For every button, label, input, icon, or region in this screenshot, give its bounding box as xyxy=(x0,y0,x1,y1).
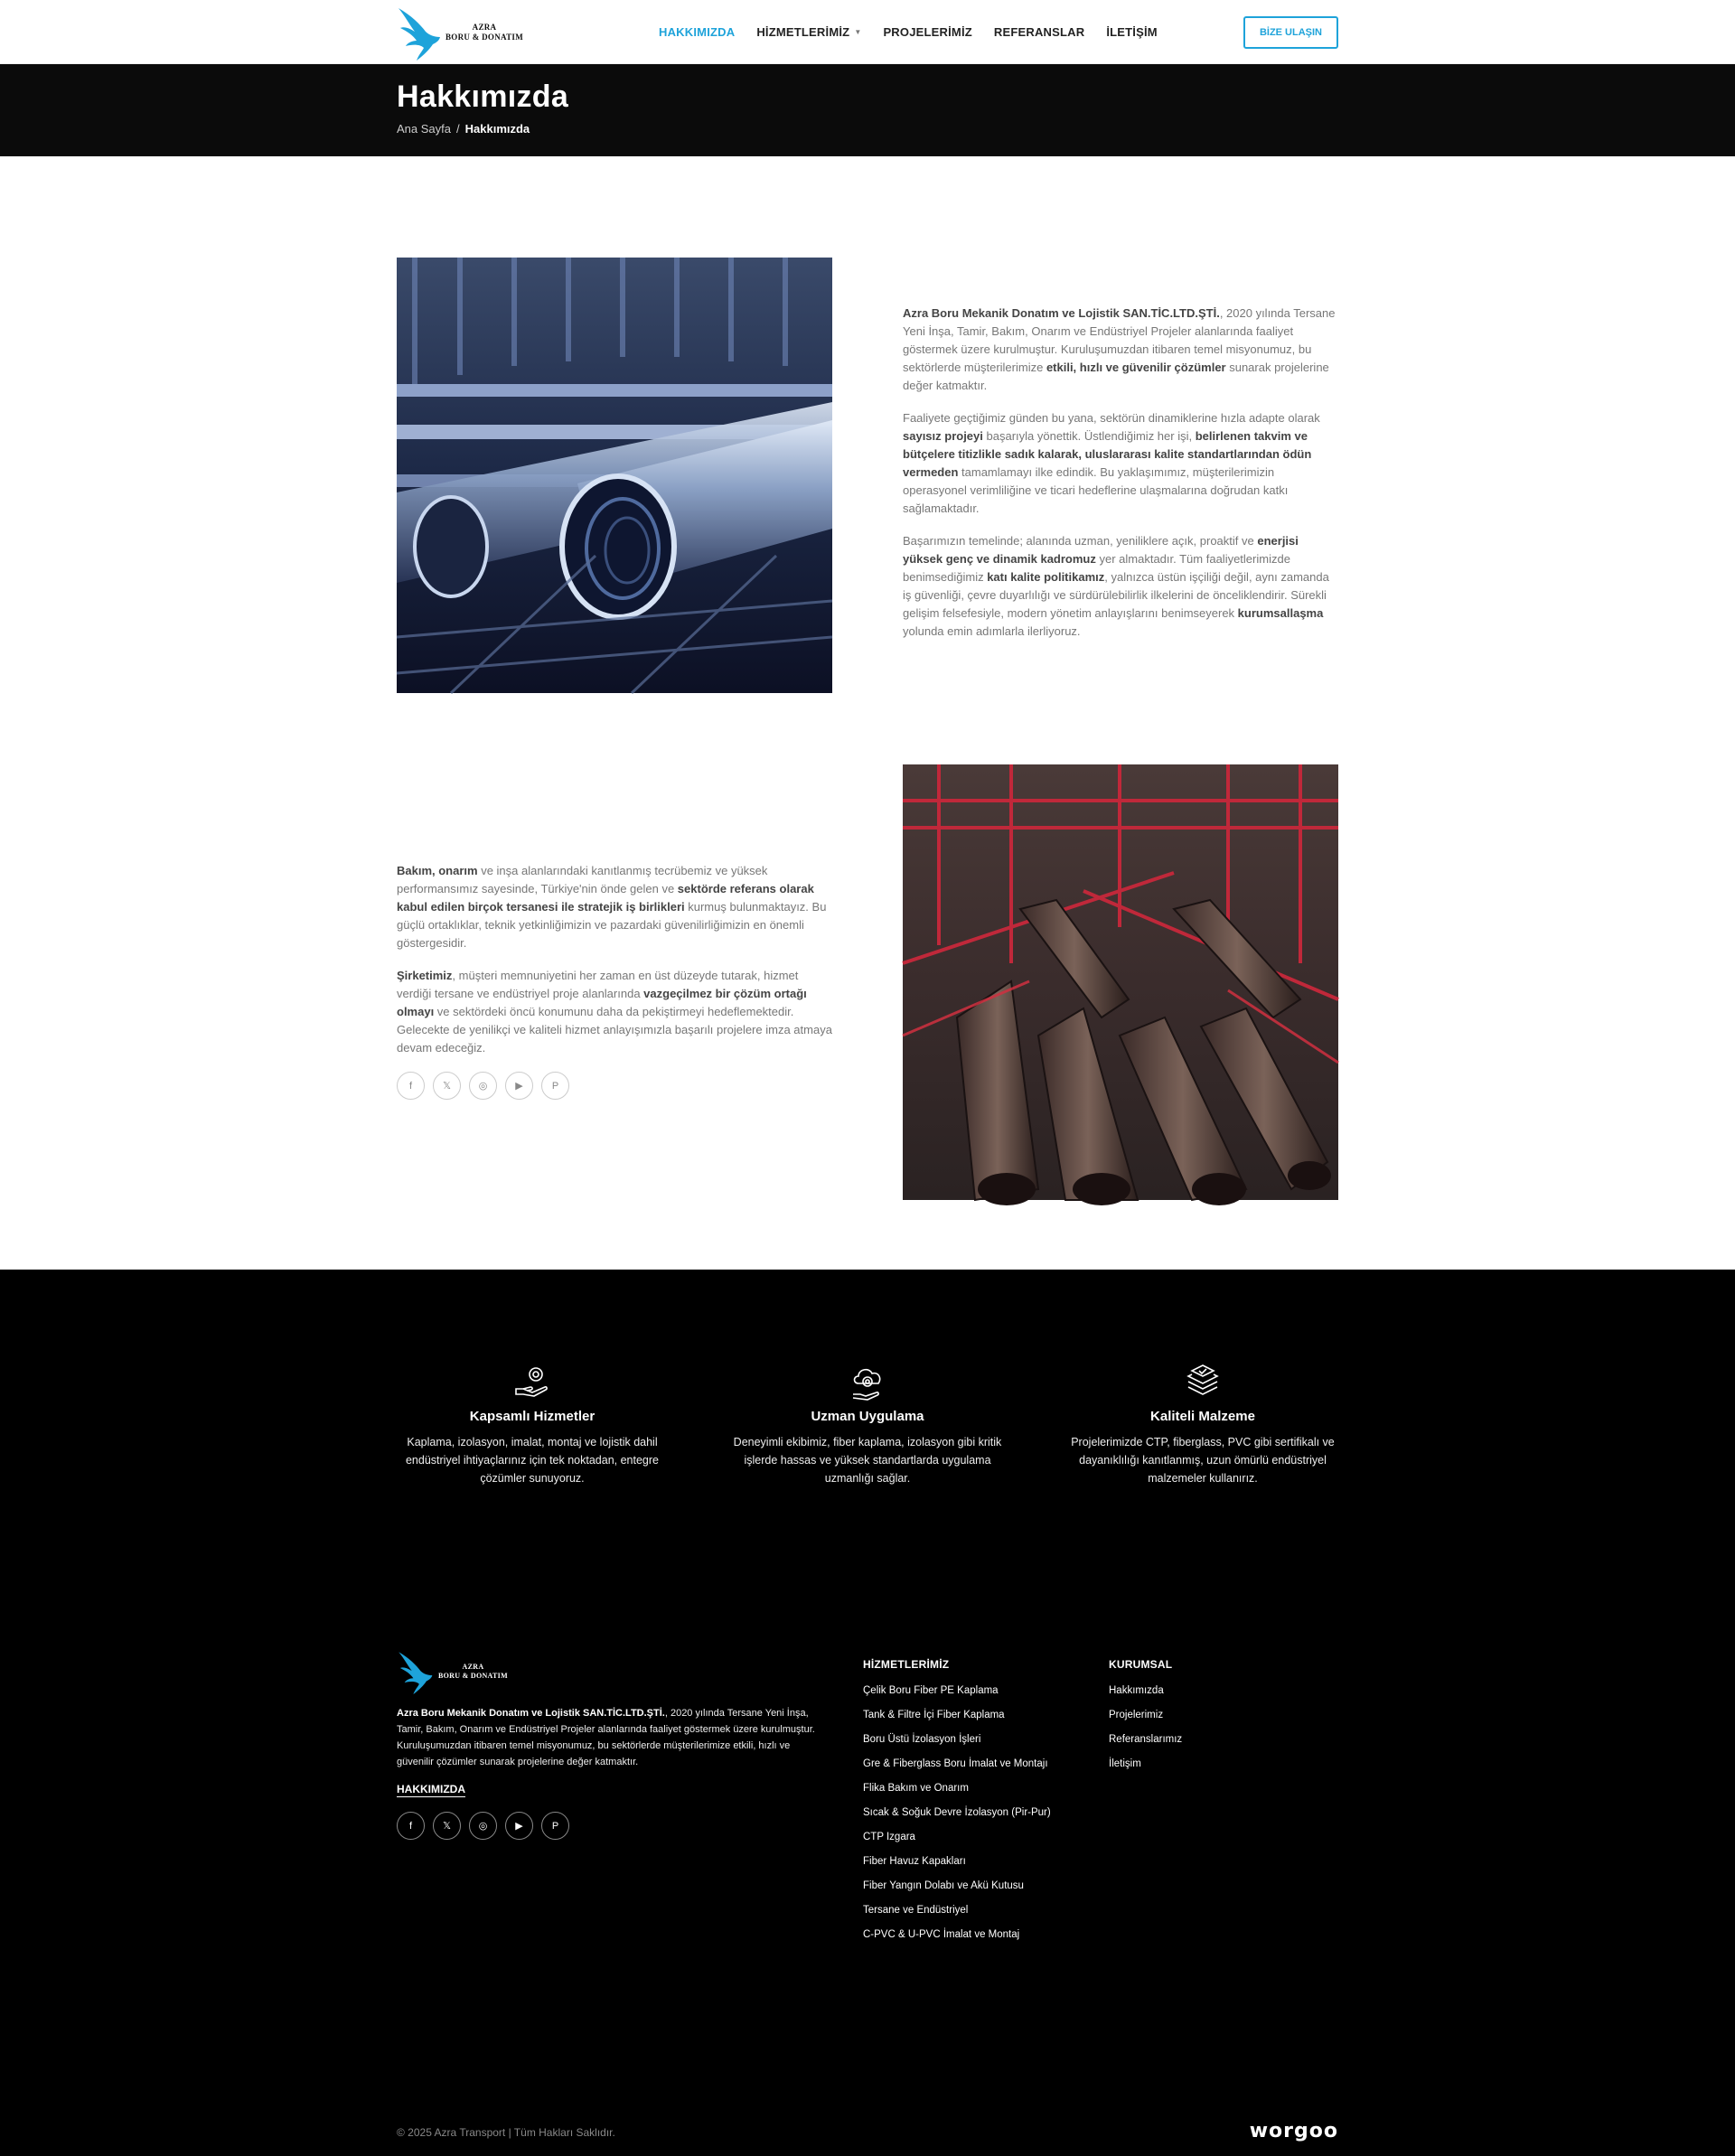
footer-corporate-link[interactable]: Referanslarımız xyxy=(1109,1734,1183,1745)
x-icon[interactable]: 𝕏 xyxy=(433,1072,461,1100)
footer-service-link[interactable]: CTP Izgara xyxy=(863,1832,915,1842)
about-paragraph-1 xyxy=(903,305,1338,395)
footer-logo-line-2: BORU & DONATIM xyxy=(438,1672,508,1680)
footer-services-heading: HİZMETLERİMİZ xyxy=(863,1658,950,1671)
about-p3-bold-2: katı kalite politikamız xyxy=(987,570,1105,584)
instagram-icon[interactable]: ◎ xyxy=(469,1072,497,1100)
logo-text xyxy=(445,23,523,42)
footer-service-link[interactable]: Tersane ve Endüstriyel xyxy=(863,1905,969,1916)
cloud-gear-icon xyxy=(848,1362,887,1401)
about-section xyxy=(0,156,1735,1270)
site-header xyxy=(0,0,1735,64)
footer-services-column xyxy=(863,1649,1109,1952)
about-paragraph-3 xyxy=(903,532,1338,641)
footer-service-link[interactable]: C-PVC & U-PVC İmalat ve Montaj xyxy=(863,1929,1020,1940)
footer-service-link[interactable]: Fiber Yangın Dolabı ve Akü Kutusu xyxy=(863,1880,1024,1891)
about-p3-text-2: yer almaktadır. Tüm faaliyetlerimizde benimsediğimiz xyxy=(903,552,1290,584)
pinterest-icon[interactable]: P xyxy=(541,1072,569,1100)
about-p2-text-2: başarıyla yönettik. Üstlendiğimiz her işi, xyxy=(982,429,1196,443)
chevron-down-icon: ▼ xyxy=(854,28,862,36)
nav-references-label: REFERANSLAR xyxy=(993,25,1085,39)
footer-company-name: Azra Boru Mekanik Donatım ve Lojistik SAN.TİC.LTD.ŞTİ. xyxy=(397,1708,665,1719)
about-p2-bold-2: belirlenen takvim ve bütçelere titizlikle sadık kalarak, uluslararası kalite standartlarından ödün vermeden xyxy=(903,429,1312,479)
footer-about-text xyxy=(397,1705,820,1770)
feature-card xyxy=(1067,1362,1338,1487)
footer-about-link[interactable]: HAKKIMIZDA xyxy=(397,1783,465,1795)
footer-logo-line-1: AZRA xyxy=(462,1663,484,1671)
footer-service-link[interactable]: Flika Bakım ve Onarım xyxy=(863,1783,969,1794)
about-p4-text-2: kurmuş bulunmaktayız. Bu güçlü ortaklıklar, teknik yetkinliğimizin ve pazardaki güvenilirliğimizin en önemli göstergesidir. xyxy=(397,900,827,950)
footer-about-column xyxy=(397,1649,863,1952)
footer-logo-text xyxy=(438,1663,508,1681)
feature-text: Deneyimli ekibimiz, fiber kaplama, izolasyon gibi kritik işlerde hassas ve yüksek standartlarda uygulama uzmanlığı sağlar. xyxy=(733,1436,1002,1485)
about-p4-text-1: ve inşa alanlarındaki kanıtlanmış tecrübemiz ve yüksek performansımız sayesinde, Türkiye'nin önde gelen ve xyxy=(397,864,768,895)
about-p5-text-2: ve sektördeki öncü konumunu daha da pekiştirmeyi hedeflemektedir. Gelecekte de yenilikçi ve kaliteli hizmet anlayışımızla başarılı projelere imza atmaya devam edeceğiz. xyxy=(397,1005,832,1055)
about-p4-bold-1: Bakım, onarım xyxy=(397,864,478,877)
features-section xyxy=(0,1270,1735,1629)
nav-about[interactable] xyxy=(659,25,735,39)
about-paragraph-5 xyxy=(397,967,832,1057)
about-p5-bold-2: vazgeçilmez bir çözüm ortağı olmayı xyxy=(397,987,807,1018)
about-p3-bold-1: enerjisi yüksek genç ve dinamik kadromuz xyxy=(903,534,1299,566)
about-p3-bold-3: kurumsallaşma xyxy=(1237,606,1324,620)
agency-logo[interactable]: worgoo xyxy=(1249,2120,1338,2142)
layers-badge-icon xyxy=(1183,1362,1223,1401)
footer-corporate-list xyxy=(1109,1683,1290,1772)
footer-logo[interactable] xyxy=(397,1649,863,1694)
feature-title: Kapsamlı Hizmetler xyxy=(469,1409,596,1424)
page-title: Hakkımızda xyxy=(397,80,569,114)
social-links xyxy=(397,1072,832,1100)
about-paragraph-4 xyxy=(397,862,832,952)
x-icon[interactable]: 𝕏 xyxy=(433,1812,461,1840)
feature-title: Uzman Uygulama xyxy=(811,1409,924,1424)
about-p3-text-4: yolunda emin adımlarla ilerliyoruz. xyxy=(903,624,1081,638)
bird-logo-icon xyxy=(397,5,440,61)
footer-service-link[interactable]: Boru Üstü İzolasyon İşleri xyxy=(863,1734,981,1745)
copyright-text: © 2025 Azra Transport | Tüm Hakları Saklıdır. xyxy=(397,2126,615,2139)
footer-service-link[interactable]: Fiber Havuz Kapakları xyxy=(863,1856,966,1867)
contact-us-button[interactable]: BİZE ULAŞIN xyxy=(1243,16,1338,49)
logo-line-2: BORU & DONATIM xyxy=(445,32,524,42)
footer-service-link[interactable]: Çelik Boru Fiber PE Kaplama xyxy=(863,1685,999,1696)
about-p4-bold-2: sektörde referans olarak kabul edilen birçok tersanesi ile stratejik iş birlikleri xyxy=(397,882,814,914)
nav-projects[interactable] xyxy=(883,25,971,39)
about-paragraph-2 xyxy=(903,409,1338,518)
nav-services-label: HİZMETLERİMİZ xyxy=(756,25,850,39)
main-nav xyxy=(659,25,1179,39)
steel-pipes-illustration xyxy=(397,258,832,693)
steel-pipes-image xyxy=(397,258,832,693)
about-p3-text-3: , yalnızca üstün işçiliği değil, aynı zamanda iş güvenliği, çevre duyarlılığı ve sürdürülebilirlik ilkelerini de önceliklendirir. Sürekli gelişim felsefesiyle, modern yönetim anlayışlarını benimseyerek xyxy=(903,570,1329,620)
about-p2-text-1: Faaliyete geçtiğimiz günden bu yana, sektörün dinamiklerine hızla adapte olarak xyxy=(903,411,1320,425)
footer-corporate-link[interactable]: İletişim xyxy=(1109,1758,1141,1769)
nav-contact-label: İLETİŞİM xyxy=(1106,25,1158,39)
nav-services[interactable] xyxy=(756,25,861,39)
nav-about-label: HAKKIMIZDA xyxy=(659,25,736,39)
pipe-factory-illustration xyxy=(903,764,1338,1200)
instagram-icon[interactable]: ◎ xyxy=(469,1812,497,1840)
footer-about-body: , 2020 yılında Tersane Yeni İnşa, Tamir, Bakım, Onarım ve Endüstriyel Projeler alanlarında faaliyet göstermek üzere kurulmuştur. Kuruluşumuzdan itibaren temel misyonumuz, bu sektörlerde müşterilerimize etkili, hızlı ve güvenilir çözümler sunarak projelerine değer katmaktır. xyxy=(397,1708,815,1767)
about-text-2 xyxy=(397,764,832,1200)
about-p1-bold-2: etkili, hızlı ve güvenilir çözümler xyxy=(1046,361,1226,374)
about-p2-text-3: tamamlamayı ilke edindik. Bu yaklaşımımız, müşterilerimizin operasyonel verimliliğine ve ticari hedeflerine ulaşmalarına doğrudan katkı sağlamaktadır. xyxy=(903,465,1289,515)
about-p1-text-1: , 2020 yılında Tersane Yeni İnşa, Tamir, Bakım, Onarım ve Endüstriyel Projeler alanlarında faaliyet göstermek üzere kurulmuştur. Kuruluşumuzdan itibaren temel misyonumuz, bu sektörlerde müşterilerimize xyxy=(903,306,1336,374)
breadcrumb xyxy=(397,122,1338,136)
facebook-icon[interactable]: f xyxy=(397,1812,425,1840)
footer-corporate-heading: KURUMSAL xyxy=(1109,1658,1173,1671)
facebook-icon[interactable]: f xyxy=(397,1072,425,1100)
footer-service-link[interactable]: Tank & Filtre İçi Fiber Kaplama xyxy=(863,1710,1005,1720)
nav-references[interactable] xyxy=(994,25,1084,39)
youtube-icon[interactable]: ▶ xyxy=(505,1812,533,1840)
bird-logo-icon xyxy=(397,1649,433,1694)
feature-text: Kaplama, izolasyon, imalat, montaj ve lojistik dahil endüstriyel ihtiyaçlarınız için tek noktadan, entegre çözümler sunuyoruz. xyxy=(405,1436,660,1485)
feature-text: Projelerimizde CTP, fiberglass, PVC gibi sertifikalı ve dayanıklılığı kanıtlanmış, uzun ömürlü endüstriyel malzemeler kullanırız. xyxy=(1071,1436,1335,1485)
nav-contact[interactable] xyxy=(1106,25,1158,39)
footer-corporate-link[interactable]: Projelerimiz xyxy=(1109,1710,1164,1720)
breadcrumb-current: Hakkımızda xyxy=(464,122,530,136)
company-name: Azra Boru Mekanik Donatım ve Lojistik SAN.TİC.LTD.ŞTİ. xyxy=(903,306,1220,320)
about-p3-text-1: Başarımızın temelinde; alanında uzman, yeniliklere açık, proaktif ve xyxy=(903,534,1258,548)
about-p5-bold-1: Şirketimiz xyxy=(397,969,453,982)
hand-gear-icon xyxy=(512,1362,552,1401)
breadcrumb-separator: / xyxy=(456,122,460,136)
footer-service-link[interactable]: Sıcak & Soğuk Devre İzolasyon (Pir-Pur) xyxy=(863,1807,1051,1818)
breadcrumb-home[interactable]: Ana Sayfa xyxy=(397,122,451,136)
pinterest-icon[interactable]: P xyxy=(541,1812,569,1840)
footer-services-list xyxy=(863,1683,1109,1943)
feature-card xyxy=(732,1362,1003,1487)
page-title-bar xyxy=(0,64,1735,156)
feature-card xyxy=(397,1362,668,1487)
footer-social-links xyxy=(397,1812,863,1840)
footer-corporate-link[interactable]: Hakkımızda xyxy=(1109,1685,1164,1696)
site-logo[interactable] xyxy=(397,5,577,61)
footer-corporate-column xyxy=(1109,1649,1290,1952)
about-p2-bold-1: sayısız projeyi xyxy=(903,429,983,443)
feature-title: Kaliteli Malzeme xyxy=(1150,1409,1255,1424)
youtube-icon[interactable]: ▶ xyxy=(505,1072,533,1100)
about-p5-text-1: , müşteri memnuniyetini her zaman en üst düzeyde tutarak, hizmet verdiği tersane ve endüstriyel proje alanlarında xyxy=(397,969,799,1000)
pipe-factory-image xyxy=(903,764,1338,1200)
about-text-1 xyxy=(903,258,1338,693)
about-p1-text-2: sunarak projelerine değer katmaktır. xyxy=(903,361,1329,392)
logo-line-1: AZRA xyxy=(472,22,497,32)
site-footer xyxy=(0,1629,1735,2156)
footer-service-link[interactable]: Gre & Fiberglass Boru İmalat ve Montajı xyxy=(863,1758,1048,1769)
nav-projects-label: PROJELERİMİZ xyxy=(883,25,972,39)
